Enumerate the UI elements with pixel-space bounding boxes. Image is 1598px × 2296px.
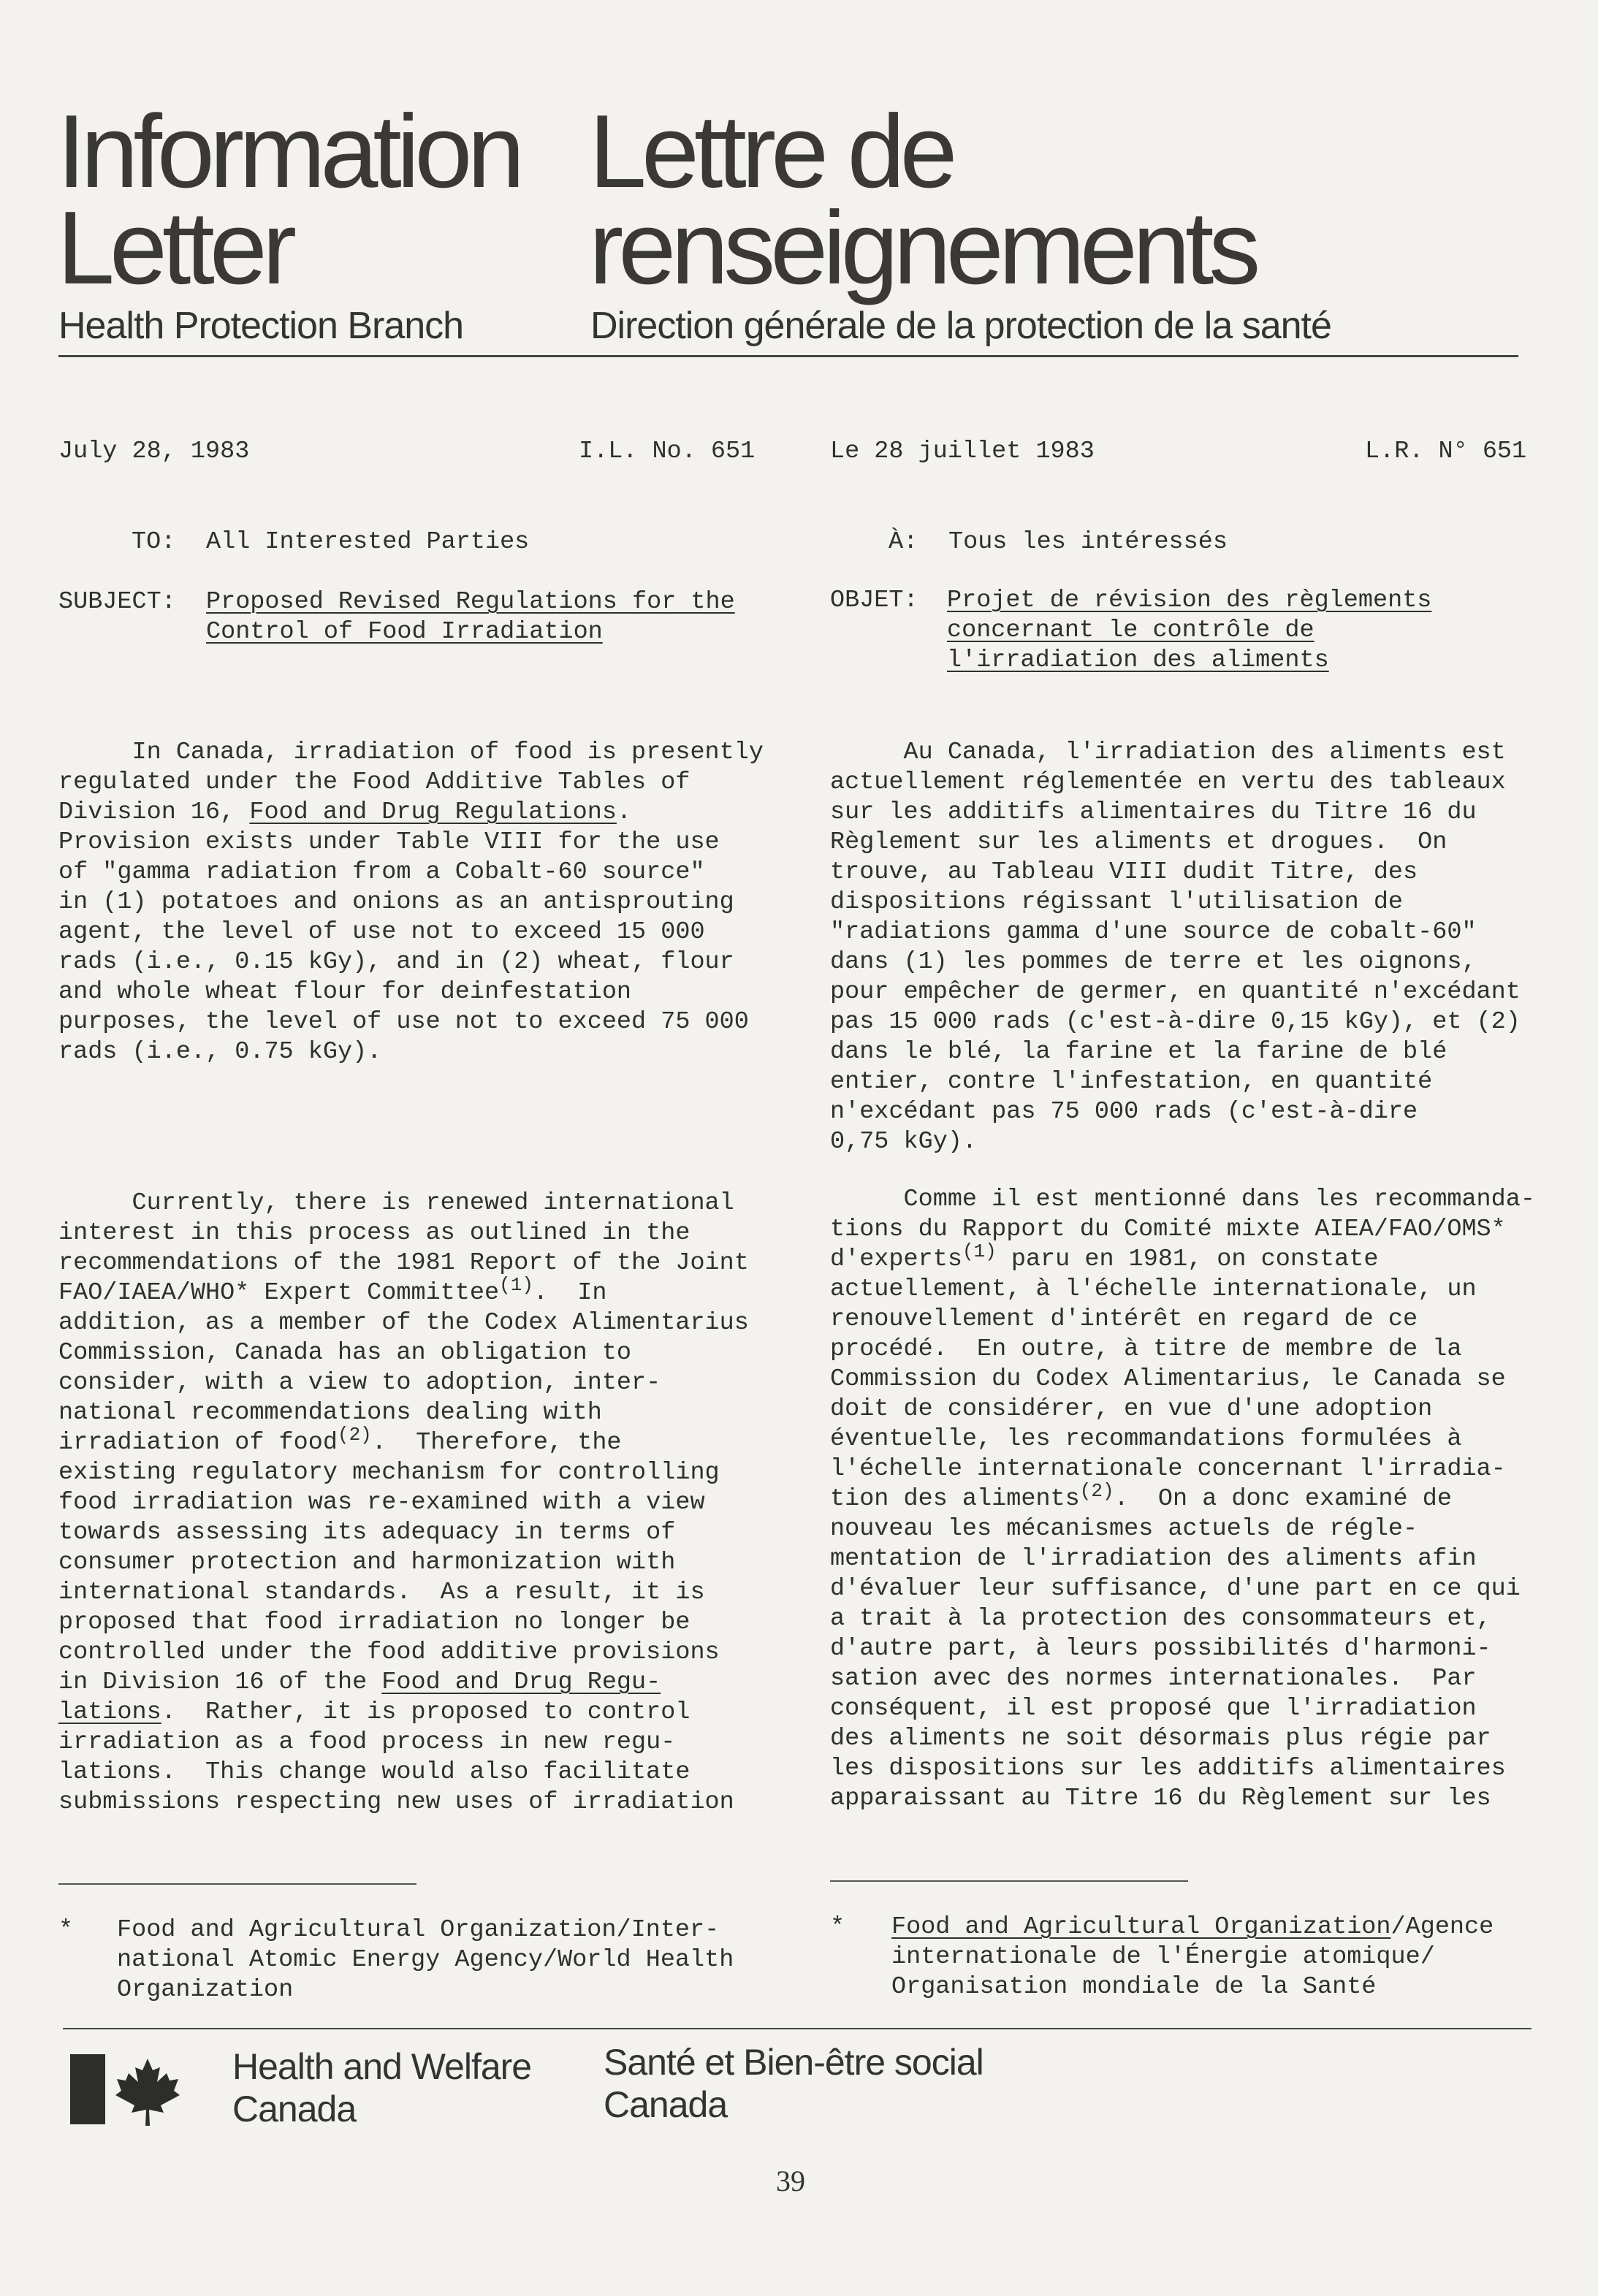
french-title — [589, 94, 1256, 306]
en-date: July 28, 1983 — [58, 438, 250, 465]
en-subject-label: SUBJECT: — [58, 588, 176, 616]
fr-paragraph-1: Au Canada, l'irradiation des aliments est actuellement réglementée en vertu des tableaux sur les additifs alimentaires du Titre 16 du Règlement sur les aliments et drogues. On trouve, au Tableau VIII dudit Titre, des dispositions régissant l'utilisation de "radiations gamma d'une source de cobalt-60" dans (1) les pommes de terre et les oignons, pour empêcher de germer, en quantité n'excédant pas 15 000 rads (c'est-à-dire 0,15 kGy), et (2) dans le blé, la farine et la farine de blé entier, contre l'infestation, en quantité n'excédant pas 75 000 rads (c'est-à-dire 0,75 kGy). — [830, 739, 1521, 1156]
fr-subject-line2: concernant le contrôle de — [947, 617, 1314, 644]
department-name-english: Health and Welfare Canada — [232, 2046, 532, 2129]
canada-flag-logo — [70, 2051, 187, 2129]
en-paragraph-1: In Canada, irradiation of food is presently regulated under the Food Additive Tables of Division 16, Food and Drug Regulations. Provision exists under Table VIII for the use of "gamma radiation from a Cobalt-60 source" in (1) potatoes and onions as an antisprouting agent, the level of use not to exceed 15 000 rads (i.e., 0.15 kGy), and in (2) wheat, flour and whole wheat flour for deinfestation purposes, the level of use not to exceed 75 000 rads (i.e., 0.75 kGy). — [58, 739, 764, 1066]
department-name-french: Santé et Bien-être social Canada — [604, 2042, 983, 2125]
english-title — [57, 94, 520, 306]
french-title-line2: renseignements — [589, 190, 1256, 306]
french-title-line1: Lettre de — [589, 94, 953, 210]
en-to-value: All Interested Parties — [206, 528, 530, 556]
en-subject-line1: Proposed Revised Regulations for the — [206, 588, 735, 616]
fr-footnote-star: * — [830, 1913, 845, 1941]
fr-footnote-rule — [830, 1880, 1188, 1882]
en-footnote: Food and Agricultural Organization/Inter- national Atomic Energy Agency/World Health Organization — [117, 1916, 734, 2004]
footer-rule — [63, 2028, 1532, 2029]
fr-paragraph-2: Comme il est mentionné dans les recommanda- tions du Rapport du Comité mixte AIEA/FAO/OMS* d'experts$^{(1)}$ paru en 1981, on constate actuellement, à l'échelle internationale, un renouvellement d'intérêt en regard de ce procédé. En outre, à titre de membre de la Commission du Codex Alimentarius, le Canada se doit de considérer, en vue d'une adoption éventuelle, les recommandations formulées à l'échelle internationale concernant l'irradia- tion des aliments$^{(2)}$. On a donc examiné de nouveau les mécanismes actuels de régle- mentation de l'irradiation des aliments afin d'évaluer leur suffisance, d'une part en ce qui a trait à la protection des consommateurs et, d'autre part, à leurs possibilités d'harmoni- sation avec des normes internationales. Par conséquent, il est proposé que l'irradiation des aliments ne soit désormais plus régie par les dispositions sur les additifs alimentaires apparaissant au Titre 16 du Règlement sur les — [830, 1186, 1535, 1812]
en-footnote-star: * — [58, 1916, 74, 1944]
en-p2-underlined-title-b: lations — [58, 1698, 161, 1726]
fr-date: Le 28 juillet 1983 — [830, 438, 1095, 465]
en-p1-underlined-title: Food and Drug Regulations — [249, 798, 617, 826]
fr-footnote-ref-2: (2) — [1079, 1479, 1114, 1502]
masthead-rule — [58, 355, 1518, 357]
english-title-line2: Letter — [57, 190, 292, 306]
fr-letter-number: L.R. N° 651 — [1365, 438, 1527, 465]
en-subject — [206, 587, 735, 647]
fr-to-value: Tous les intéressés — [948, 528, 1228, 556]
en-letter-number: I.L. No. 651 — [579, 438, 756, 465]
fr-subject-label: OBJET: — [830, 587, 918, 614]
en-to-label: TO: — [132, 528, 176, 556]
en-p2-underlined-title-a: Food and Drug Regu- — [381, 1668, 661, 1696]
fr-footnote-underlined: Food and Agricultural Organization — [891, 1913, 1391, 1941]
fr-to-label: À: — [889, 528, 918, 556]
fr-footnote: Food and Agricultural Organization/Agence internationale de l'Énergie atomique/ Organisation mondiale de la Santé — [891, 1913, 1494, 2001]
english-title-line1: Information — [57, 94, 520, 210]
fr-subject — [947, 586, 1431, 676]
en-subject-line2: Control of Food Irradiation — [206, 618, 603, 646]
en-footnote-ref-2: (2) — [337, 1423, 372, 1446]
en-footnote-ref-1: (1) — [499, 1273, 533, 1296]
fr-subject-line1: Projet de révision des règlements — [947, 587, 1432, 614]
page-number: 39 — [776, 2165, 805, 2197]
en-footnote-rule — [58, 1883, 416, 1885]
english-branch: Health Protection Branch — [58, 305, 464, 347]
fr-subject-line3: l'irradiation des aliments — [947, 647, 1329, 674]
fr-footnote-ref-1: (1) — [962, 1240, 997, 1262]
french-branch: Direction générale de la protection de la santé — [590, 305, 1331, 347]
en-paragraph-2: Currently, there is renewed international interest in this process as outlined in the recommendations of the 1981 Report of the Joint FAO/IAEA/WHO* Expert Committee$^{(1)}$. In addition, as a member of the Codex Alimentarius Commission, Canada has an obligation to consider, with a view to adoption, inter- national recommendations dealing with irradiation of food$^{(2)}$. Therefore, the existing regulatory mechanism for controlling food irradiation was re-examined with a view towards assessing its adequacy in terms of consumer protection and harmonization with international standards. As a result, it is proposed that food irradiation no longer be controlled under the food additive provisions in Division 16 of the Food and Drug Regu- lations. Rather, it is proposed to control irradiation as a food process in new regu- lations. This change would also facilitate submissions respecting new uses of irradiation — [58, 1189, 749, 1816]
